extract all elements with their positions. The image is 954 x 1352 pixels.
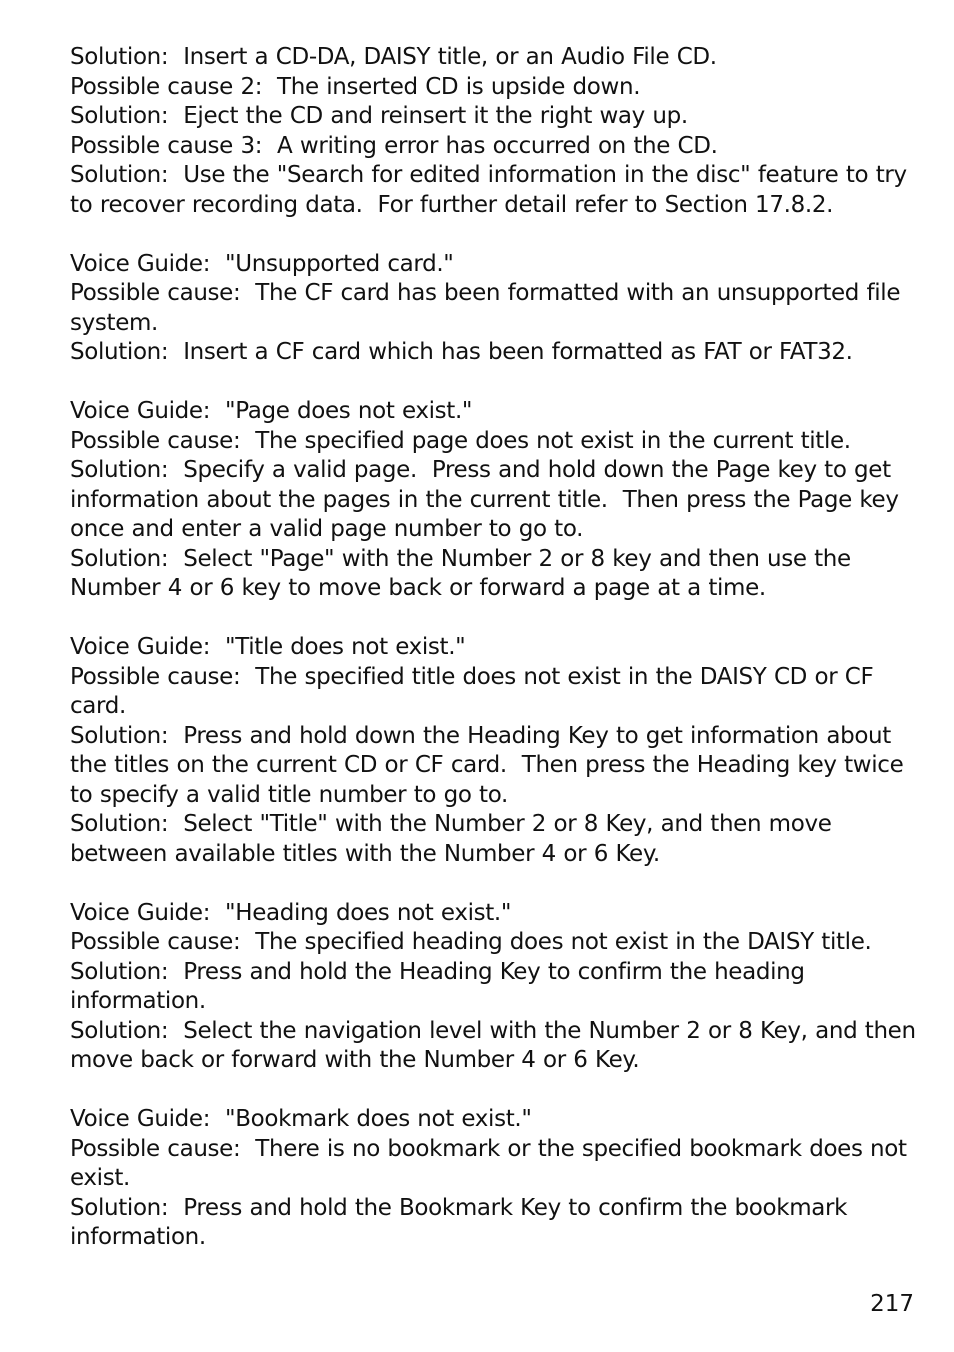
- page-number: 217: [870, 1291, 914, 1317]
- text-line: Possible cause: The CF card has been formatted with an unsupported file system.: [70, 280, 908, 336]
- document-body: [70, 43, 924, 1282]
- text-line: Possible cause 3: A writing error has occurred on the CD.: [70, 132, 718, 159]
- text-line: Possible cause: The specified page does not exist in the current title.: [70, 427, 851, 454]
- text-line: Voice Guide: "Title does not exist.": [70, 634, 466, 660]
- text-line: Solution: Press and hold the Heading Key to confirm the heading information.: [70, 958, 813, 1014]
- paragraph-cd-solutions: [70, 43, 920, 220]
- text-line: Solution: Select "Title" with the Number 2 or 8 Key, and then move between available titles with the Number 4 or 6 Key.: [70, 811, 839, 867]
- text-line: Possible cause: The specified heading does not exist in the DAISY title.: [70, 929, 872, 955]
- text-line: Possible cause: The specified title does not exist in the DAISY CD or CF card.: [70, 663, 881, 719]
- text-line: Possible cause 2: The inserted CD is upside down.: [70, 73, 641, 100]
- paragraph-page-not-exist: [70, 397, 920, 604]
- text-line: Solution: Specify a valid page. Press and hold down the Page key to get information about the pages in the current title. Then press the Page key once and enter a valid page number to go to.: [70, 457, 907, 542]
- paragraph-heading-not-exist: [70, 899, 924, 1076]
- text-line: Voice Guide: "Bookmark does not exist.": [70, 1106, 532, 1132]
- paragraph-title-not-exist: [70, 633, 920, 869]
- text-line: Solution: Insert a CF card which has been formatted as FAT or FAT32.: [70, 339, 853, 365]
- text-line: Possible cause: There is no bookmark or the specified bookmark does not exist.: [70, 1135, 915, 1191]
- text-line: Solution: Use the "Search for edited information in the disc" feature to try to recover recording data. For further detail refer to Section 17.8.2.: [70, 162, 915, 218]
- text-line: Solution: Press and hold down the Heading Key to get information about the titles on the current CD or CF card. Then press the Heading key twice to specify a valid title number to go to.: [70, 722, 911, 808]
- paragraph-bookmark-not-exist: [70, 1105, 920, 1253]
- text-line: Solution: Select "Page" with the Number 2 or 8 key and then use the Number 4 or 6 key to move back or forward a page at a time.: [70, 545, 859, 601]
- text-line: Solution: Press and hold the Bookmark Key to confirm the bookmark information.: [70, 1194, 855, 1250]
- text-line: Solution: Insert a CD-DA, DAISY title, or an Audio File CD.: [70, 44, 717, 70]
- text-line: Solution: Eject the CD and reinsert it the right way up.: [70, 103, 688, 129]
- text-line: Voice Guide: "Page does not exist.": [70, 398, 473, 424]
- paragraph-unsupported-card: [70, 250, 920, 368]
- text-line: Voice Guide: "Heading does not exist.": [70, 899, 512, 926]
- text-line: Voice Guide: "Unsupported card.": [70, 250, 454, 277]
- text-line: Solution: Select the navigation level with the Number 2 or 8 Key, and then move back or forward with the Number 4 or 6 Key.: [70, 1017, 924, 1073]
